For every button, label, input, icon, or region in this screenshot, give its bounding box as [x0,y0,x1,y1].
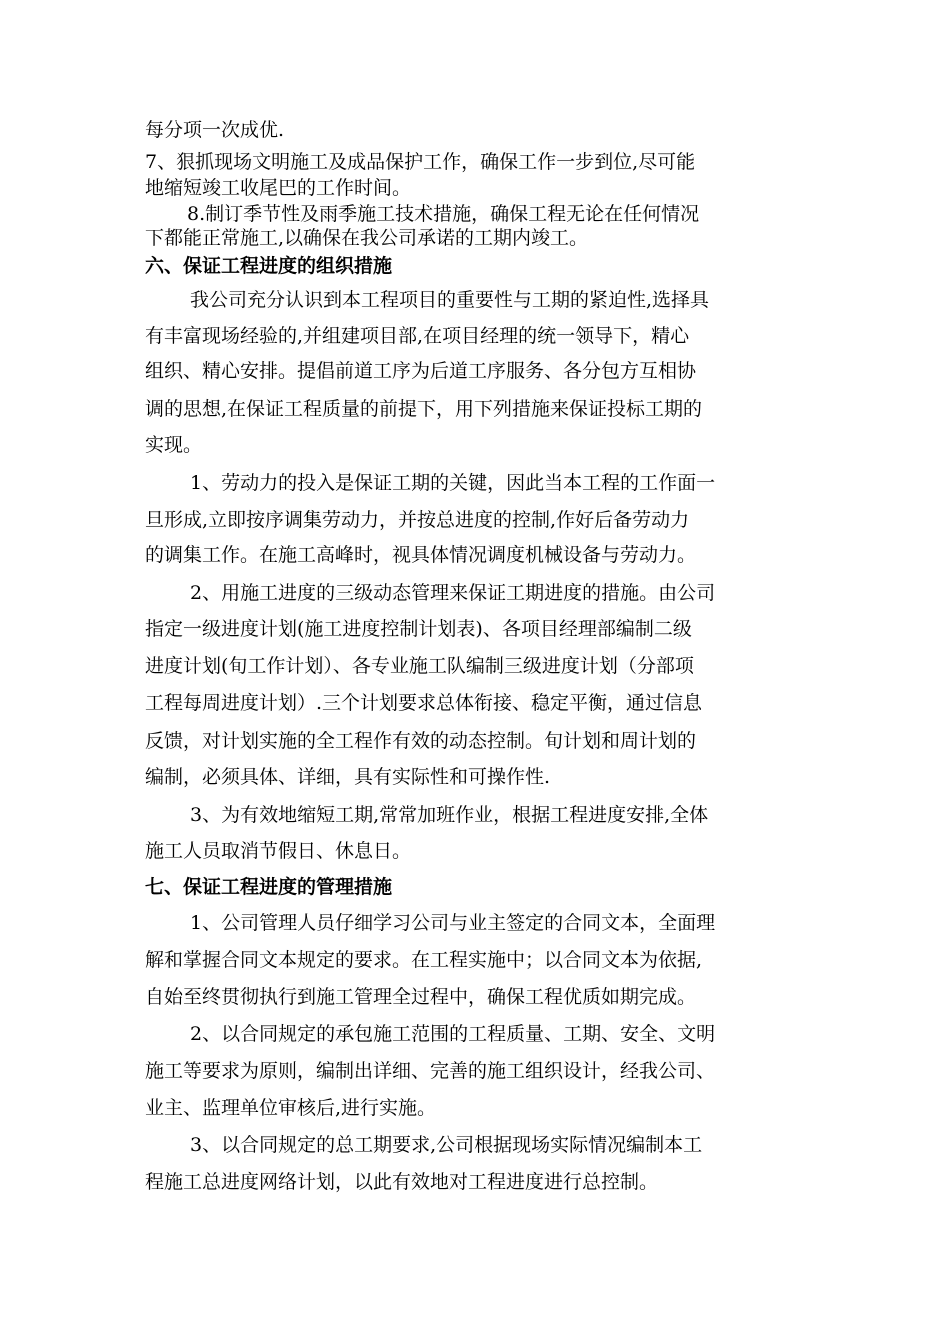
text-line: 施工人员取消节假日、休息日。 [145,840,412,862]
text-line: 实现。 [145,434,203,456]
text-line: 的调集工作。在施工高峰时，视具体情况调度机械设备与劳动力。 [145,544,697,566]
text-line: 解和掌握合同文本规定的要求。在工程实施中；以合同文本为依据, [145,949,703,971]
text-line: 反馈，对计划实施的全工程作有效的动态控制。旬计划和周计划的 [145,730,697,752]
text-line: 2、用施工进度的三级动态管理来保证工期进度的措施。由公司 [190,582,716,604]
text-line: 自始至终贯彻执行到施工管理全过程中，确保工程优质如期完成。 [145,986,697,1008]
text-line: 下都能正常施工,以确保在我公司承诺的工期内竣工。 [145,227,589,249]
text-line: 业主、监理单位审核后,进行实施。 [145,1097,437,1119]
text-line: 3、以合同规定的总工期要求,公司根据现场实际情况编制本工 [190,1134,703,1156]
text-line: 指定一级进度计划(施工进度控制计划表)、各项目经理部编制二级 [145,618,692,640]
text-line: 每分项一次成优. [145,119,285,141]
text-line: 程施工总进度网络计划，以此有效地对工程进度进行总控制。 [145,1171,659,1193]
text-line: 2、以合同规定的承包施工范围的工程质量、工期、安全、文明 [190,1023,716,1045]
text-line: 工程每周进度计划）.三个计划要求总体衔接、稳定平衡，通过信息 [145,692,703,714]
text-line: 旦形成,立即按序调集劳动力，并按总进度的控制,作好后备劳动力 [145,509,690,531]
text-line: 我公司充分认识到本工程项目的重要性与工期的紧迫性,选择具 [190,289,710,311]
text-line: 编制，必须具体、详细，具有实际性和可操作性. [145,766,551,788]
text-line: 1、公司管理人员仔细学习公司与业主签定的合同文本，全面理 [190,912,716,934]
text-line: 进度计划(旬工作计划）、各专业施工队编制三级进度计划（分部项 [145,655,694,677]
text-line: 有丰富现场经验的,并组建项目部,在项目经理的统一领导下，精心 [145,325,690,347]
text-line: 3、为有效地缩短工期,常常加班作业，根据工程进度安排,全体 [190,804,709,826]
text-line: 8.制订季节性及雨季施工技术措施，确保工程无论在任何情况 [187,203,700,225]
text-line: 施工等要求为原则，编制出详细、完善的施工组织设计，经我公司、 [145,1060,716,1082]
section-heading: 七、保证工程进度的管理措施 [145,876,393,898]
text-line: 1、劳动力的投入是保证工期的关键，因此当本工程的工作面一 [190,472,716,494]
text-line: 地缩短竣工收尾巴的工作时间。 [145,177,412,199]
text-line: 7、狠抓现场文明施工及成品保护工作，确保工作一步到位,尽可能 [145,151,696,173]
text-line: 调的思想,在保证工程质量的前提下，用下列措施来保证投标工期的 [145,398,703,420]
text-line: 组织、精心安排。提倡前道工序为后道工序服务、各分包方互相协 [145,360,697,382]
section-heading: 六、保证工程进度的组织措施 [145,255,393,277]
